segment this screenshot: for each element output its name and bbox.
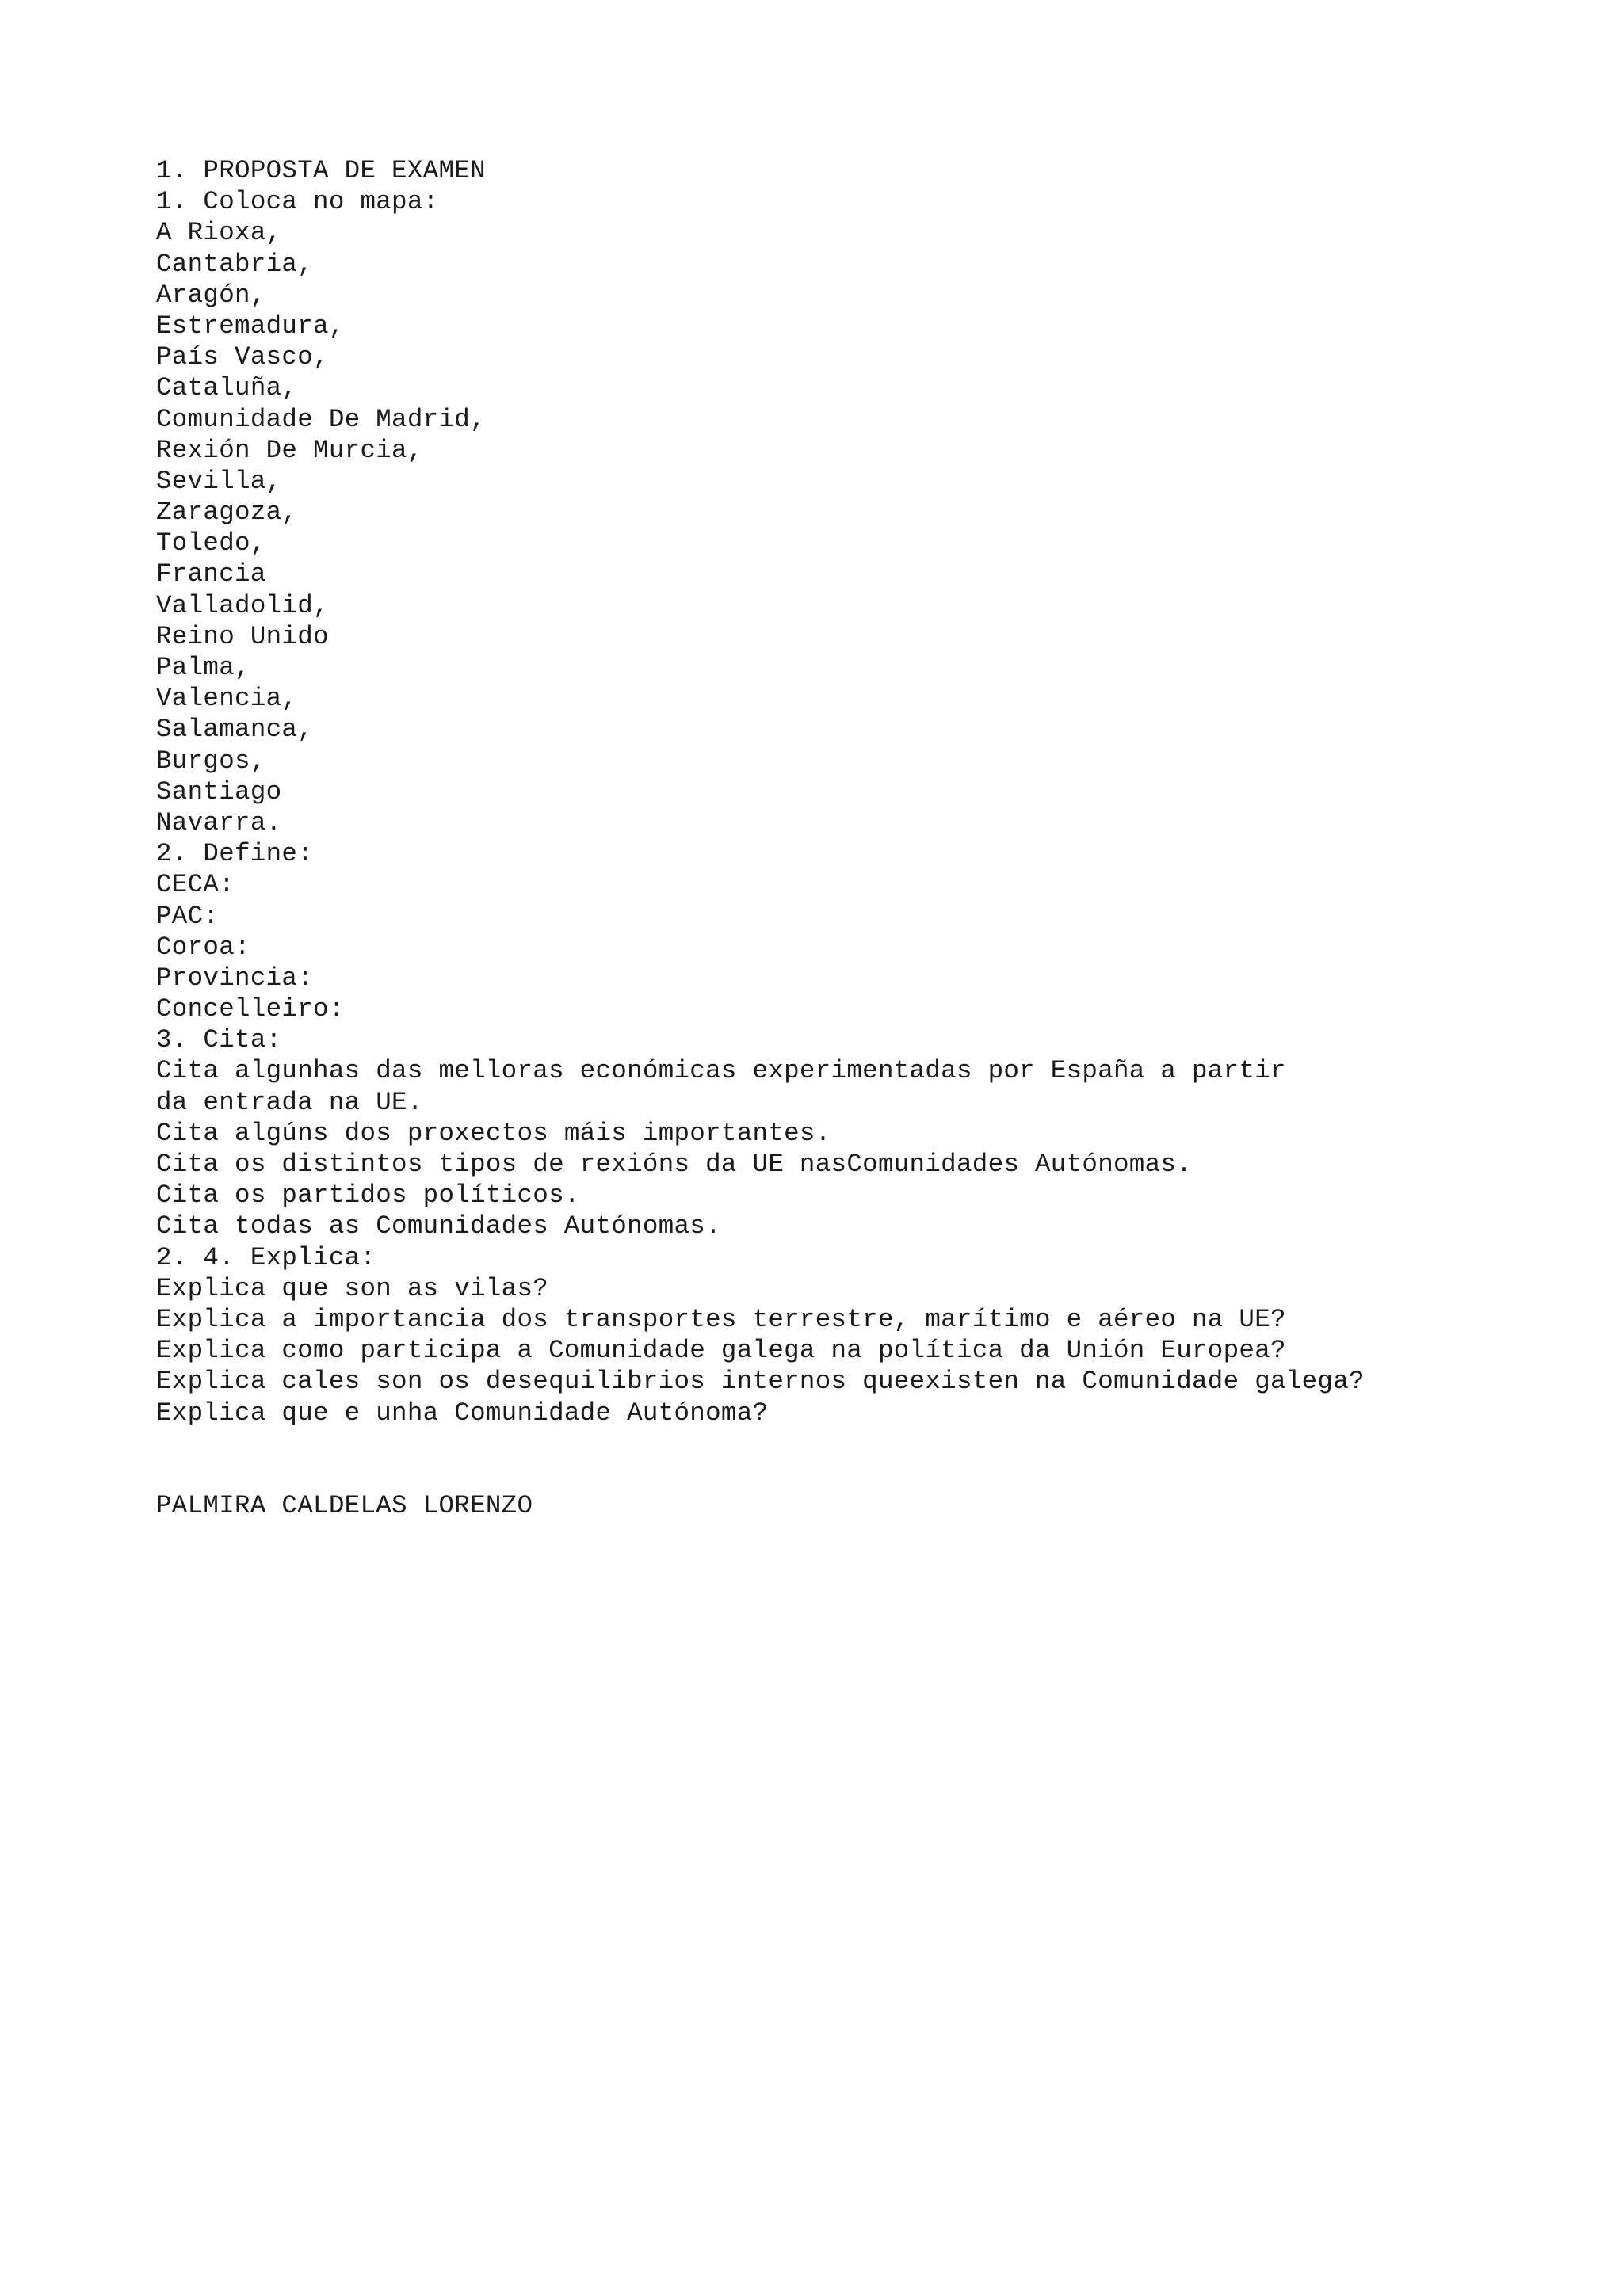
cite-item: Cita algunhas das melloras económicas experimentadas por España a partir xyxy=(156,1056,1286,1086)
cite-item: Cita os partidos políticos. xyxy=(156,1180,580,1211)
map-item: Palma, xyxy=(156,653,250,682)
explain-item: Explica que son as vilas? xyxy=(156,1273,549,1303)
define-item: CECA: xyxy=(156,870,235,900)
cite-item: Cita algúns dos proxectos máis importantes. xyxy=(156,1118,831,1148)
explain-item: Explica cales son os desequilibrios internos queexisten na Comunidade galega? xyxy=(156,1367,1365,1397)
map-item: Rexión De Murcia, xyxy=(156,435,423,465)
define-item: Provincia: xyxy=(156,963,314,993)
map-item: País Vasco, xyxy=(156,342,329,372)
map-item: Santiago xyxy=(156,776,282,807)
map-item: Francia xyxy=(156,559,266,589)
author-name: PALMIRA CALDELAS LORENZO xyxy=(156,1490,533,1520)
map-item: Aragón, xyxy=(156,280,266,310)
map-item: Valladolid, xyxy=(156,590,329,620)
document-title: 1. PROPOSTA DE EXAMEN xyxy=(156,156,486,185)
map-item: Comunidade De Madrid, xyxy=(156,404,486,434)
cite-item: Cita os distintos tipos de rexións da UE nasComunidades Autónomas. xyxy=(156,1150,1193,1179)
section-3-heading: 3. Cita: xyxy=(156,1025,282,1055)
map-item: Sevilla, xyxy=(156,466,282,496)
explain-item: Explica que e unha Comunidade Autónoma? xyxy=(156,1398,769,1428)
map-item: Reino Unido xyxy=(156,621,329,651)
explain-item: Explica como participa a Comunidade galega na política da Unión Europea? xyxy=(156,1336,1286,1366)
cite-item: da entrada na UE. xyxy=(156,1087,423,1117)
map-item: A Rioxa, xyxy=(156,218,282,248)
define-item: PAC: xyxy=(156,901,220,931)
define-item: Concelleiro: xyxy=(156,994,345,1024)
map-item: Cantabria, xyxy=(156,249,314,279)
spacer xyxy=(156,1428,1598,1490)
section-1-heading: 1. Coloca no mapa: xyxy=(156,187,439,217)
map-item: Estremadura, xyxy=(156,311,345,341)
explain-item: Explica a importancia dos transportes terrestre, marítimo e aéreo na UE? xyxy=(156,1304,1286,1334)
section-4-heading: 2. 4. Explica: xyxy=(156,1242,376,1272)
map-item: Burgos, xyxy=(156,746,266,776)
map-item: Zaragoza, xyxy=(156,498,298,528)
map-item: Navarra. xyxy=(156,807,282,837)
map-item: Cataluña, xyxy=(156,373,298,403)
map-item: Salamanca, xyxy=(156,715,314,745)
document-body xyxy=(156,155,1598,1521)
cite-item: Cita todas as Comunidades Autónomas. xyxy=(156,1211,721,1241)
define-item: Coroa: xyxy=(156,932,250,962)
section-2-heading: 2. Define: xyxy=(156,839,314,869)
map-item: Valencia, xyxy=(156,684,298,714)
map-item: Toledo, xyxy=(156,528,266,559)
